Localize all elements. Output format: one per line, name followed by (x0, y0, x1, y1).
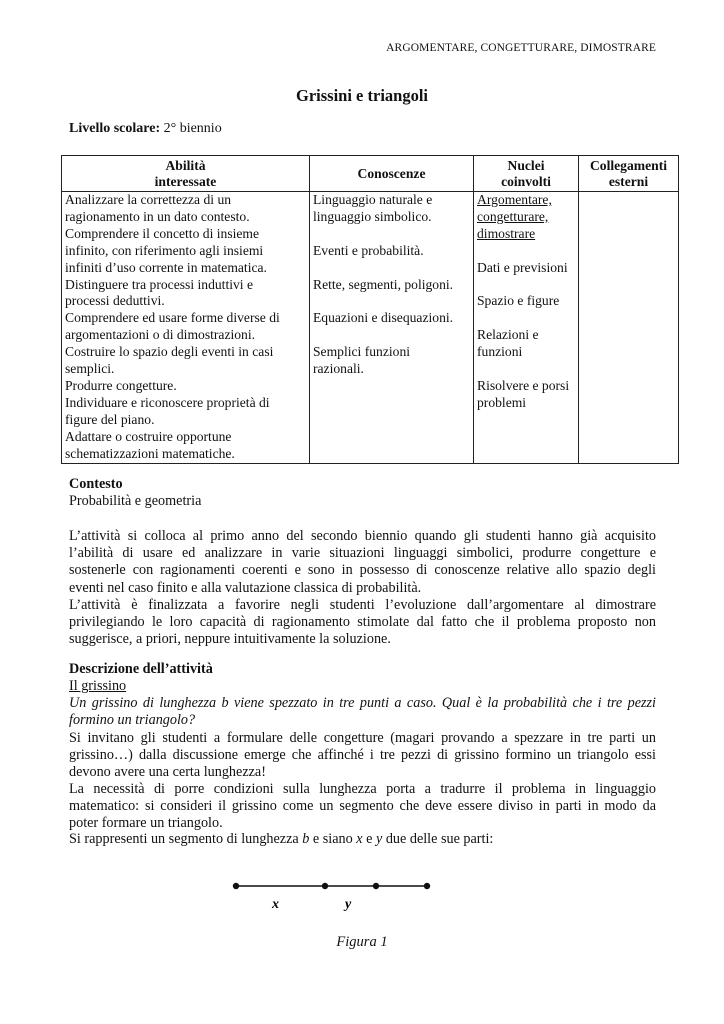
header-abilita-line-2: interessate (154, 174, 217, 189)
header-conoscenze-line-1: Conoscenze (357, 166, 426, 181)
abilita-line: Costruire lo spazio degli eventi in casi (65, 344, 274, 360)
header-collegamenti-line-2: esterni (608, 174, 649, 189)
contesto-paragraph-2-line: privilegiando le loro capacità di ragionamento stimolate dal fatto che il problema proposto non (69, 614, 656, 631)
descrizione-paragraph-2-line: La necessità di porre condizioni sulla lunghezza porta a tradurre il problema in linguaggio (69, 781, 656, 797)
nuclei-line: Dati e previsioni (477, 259, 568, 275)
contesto-paragraph-1-line: L’attività si colloca al primo anno del secondo biennio quando gli studenti hanno già acquisito (69, 528, 656, 544)
nuclei-line: funzioni (477, 344, 523, 360)
var-y: y (375, 831, 383, 847)
abilita-line: Distinguere tra processi induttivi e (65, 276, 254, 292)
figure-caption: Figura 1 (336, 934, 388, 950)
descrizione-heading: Descrizione dell’attività (69, 661, 213, 677)
segment-point (373, 883, 379, 889)
label-x: x (272, 897, 279, 912)
conoscenze-line: Eventi e probabilità. (313, 242, 424, 258)
header-collegamenti-line-1: Collegamenti (589, 158, 668, 173)
segment-endpoint (233, 883, 239, 889)
nuclei-line: Risolvere e porsi (477, 377, 570, 393)
text-part: Si rappresenti un segmento di lunghezza (69, 831, 303, 847)
nuclei-line: problemi (477, 394, 527, 410)
descrizione-subheading: Il grissino (69, 678, 127, 695)
abilita-line: Individuare e riconoscere proprietà di (65, 394, 270, 410)
descrizione-paragraph-1-line: devono avere una certa lunghezza! (69, 764, 266, 781)
descrizione-paragraph-1-line: Si invitano gli studenti a formulare delle congetture (magari provando a spezzare in tre parti un (69, 730, 656, 746)
contesto-paragraph-1-line: sostenerle con ragionamenti coerenti e sono in possesso di conoscenze relative allo spazio degli (69, 562, 656, 579)
conoscenze-line: Linguaggio naturale e (313, 192, 433, 207)
descrizione-paragraph-1-line: grissino…) dalla discussione emerge che affinché i tre pezzi di grissino formino un triangolo essi (69, 747, 656, 764)
school-level-value: 2° biennio (160, 121, 222, 136)
var-b: b (302, 831, 310, 847)
text-part: e (362, 831, 376, 847)
text-part: e siano (309, 831, 357, 847)
header-nuclei-line-1: Nuclei (507, 158, 545, 173)
problem-question-line: formino un triangolo? (69, 712, 196, 729)
text-part: due delle sue parti: (382, 831, 494, 847)
abilita-line: Analizzare la correttezza di un (65, 192, 232, 207)
abilita-line: Comprendere ed usare forme diverse di (65, 310, 280, 326)
abilita-line: Adattare o costruire opportune (65, 428, 232, 444)
contesto-paragraph-2-line: L’attività è finalizzata a favorire negli studenti l’evoluzione dall’argomentare al dimostrare (69, 597, 656, 613)
school-level-label: Livello scolare: (69, 121, 161, 136)
contesto-paragraph-1-line: l’abilità di usare ed analizzare in varie situazioni linguaggi simbolici, produrre congetture e (69, 545, 656, 562)
abilita-line: argomentazioni o di dimostrazioni. (65, 327, 256, 343)
nuclei-line: Spazio e figure (477, 293, 560, 309)
conoscenze-line: Rette, segmenti, poligoni. (313, 276, 454, 292)
descrizione-paragraph-2-line: poter formare un triangolo. (69, 815, 223, 832)
abilita-line: infinito, con riferimento agli insiemi (65, 242, 264, 258)
abilita-line: processi deduttivi. (65, 293, 165, 309)
nuclei-line: Relazioni e (477, 327, 539, 343)
problem-question-line: Un grissino di lunghezza b viene spezzato in tre punti a caso. Qual è la probabilità che i tre pezzi (69, 695, 656, 711)
conoscenze-line: linguaggio simbolico. (313, 208, 432, 224)
abilita-line: schematizzazioni matematiche. (65, 445, 235, 461)
abilita-line: ragionamento in un dato contesto. (65, 208, 250, 224)
abilita-line: figure del piano. (65, 411, 155, 427)
nuclei-line: Argomentare, (477, 192, 552, 207)
abilita-line: infiniti d’uso corrente in matematica. (65, 259, 267, 275)
header-abilita-line-1: Abilità (165, 158, 206, 173)
contesto-paragraph-2-line: suggerisce, a priori, neppure intuitivamente la soluzione. (69, 631, 391, 648)
contesto-paragraph-1-line: eventi nel caso finito e alla valutazione classica di probabilità. (69, 579, 422, 596)
header-nuclei-line-2: coinvolti (501, 174, 551, 189)
nuclei-line: congetturare, (477, 208, 549, 224)
abilita-line: Comprendere il concetto di insieme (65, 225, 260, 241)
abilita-line: semplici. (65, 361, 115, 377)
conoscenze-line: Semplici funzioni (313, 344, 411, 360)
var-x: x (356, 831, 363, 847)
descrizione-paragraph-2-line: matematico: si consideri il grissino come un segmento che deve essere diviso in parti in modo da (69, 798, 656, 815)
segment-endpoint (424, 883, 430, 889)
contesto-subtitle: Probabilità e geometria (69, 493, 202, 510)
running-header: ARGOMENTARE, CONGETTURARE, DIMOSTRARE (386, 42, 656, 54)
label-y: y (345, 897, 352, 912)
segment-point (322, 883, 328, 889)
nuclei-line: dimostrare (477, 225, 536, 241)
conoscenze-line: razionali. (313, 361, 364, 376)
abilita-line: Produrre congetture. (65, 377, 177, 393)
contesto-heading: Contesto (69, 476, 123, 492)
page-title: Grissini e triangoli (296, 86, 428, 105)
conoscenze-line: Equazioni e disequazioni. (313, 310, 454, 326)
